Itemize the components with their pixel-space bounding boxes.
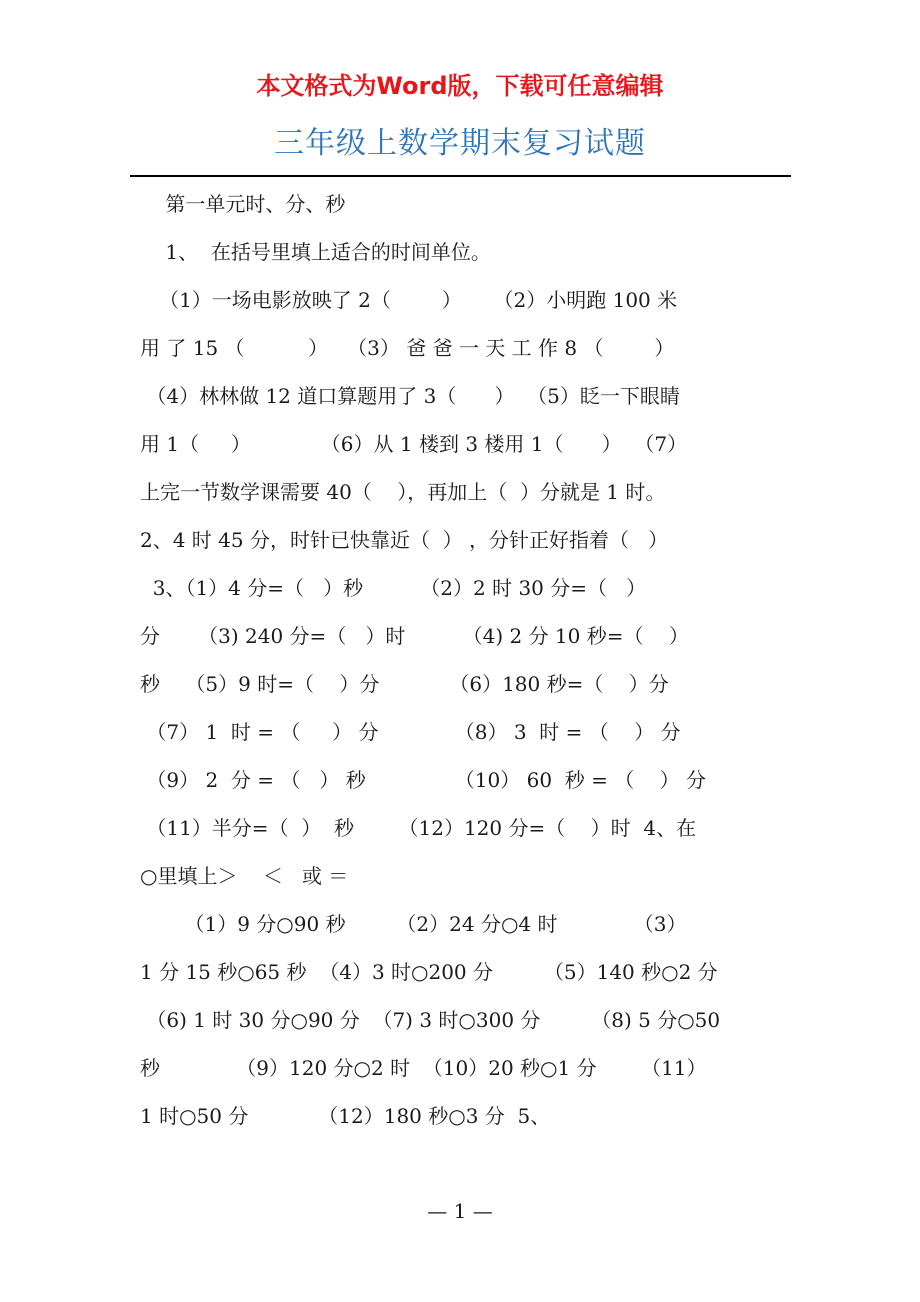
question-line: （11）半分=（ ） 秒 （12）120 分=（ ）时 4、在 [140, 816, 697, 840]
title-rule [130, 175, 791, 177]
page-number: — 1 — [427, 1199, 493, 1223]
section-heading: 第一单元时、分、秒 [140, 192, 346, 216]
question-line: 用 1（ ） （6）从 1 楼到 3 楼用 1（ ） （7） [140, 432, 688, 456]
question-line: 秒 （5）9 时=（ ）分 （6）180 秒=（ ）分 [140, 672, 669, 696]
question-line: 上完一节数学课需要 40（ ），再加上（ ）分就是 1 时。 [140, 480, 666, 504]
question-line: （1）一场电影放映了 2（ ） （2）小明跑 100 米 [140, 288, 678, 312]
question-line: 2、4 时 45 分，时针已快靠近（ ） ，分针正好指着（ ） [140, 528, 669, 552]
question-line: 秒 （9）120 分○2 时 （10）20 秒○1 分 （11） [140, 1056, 707, 1080]
question-line: 用 了 15 （ ） （3） 爸 爸 一 天 工 作 8 （ ） [140, 336, 675, 360]
question-line: （7） 1 时 = （ ） 分 （8） 3 时 = （ ） 分 [140, 720, 681, 744]
question-line: （6) 1 时 30 分○90 分 （7) 3 时○300 分 （8) 5 分○50 [140, 1008, 721, 1032]
word-format-banner: 本文格式为Word版，下载可任意编辑 [256, 72, 664, 100]
question-line: ○里填上＞ ＜ 或 ＝ [140, 864, 349, 888]
question-line: 1 时○50 分 （12）180 秒○3 分 5、 [140, 1104, 551, 1128]
question-line: （1）9 分○90 秒 （2）24 分○4 时 （3） [140, 912, 687, 936]
page-title: 三年级上数学期末复习试题 [274, 126, 646, 161]
question-line: 1 分 15 秒○65 秒 （4）3 时○200 分 （5）140 秒○2 分 [140, 960, 718, 984]
question-line: 3、（1）4 分=（ ）秒 （2）2 时 30 分=（ ） [140, 576, 647, 600]
question-line: （9） 2 分 = （ ） 秒 （10） 60 秒 = （ ） 分 [140, 768, 707, 792]
question-line: 分 （3) 240 分=（ ）时 （4) 2 分 10 秒=（ ） [140, 624, 689, 648]
question-line: 1、 在括号里填上适合的时间单位。 [140, 240, 491, 264]
question-line: （4）林林做 12 道口算题用了 3（ ） （5）眨一下眼睛 [140, 384, 680, 408]
